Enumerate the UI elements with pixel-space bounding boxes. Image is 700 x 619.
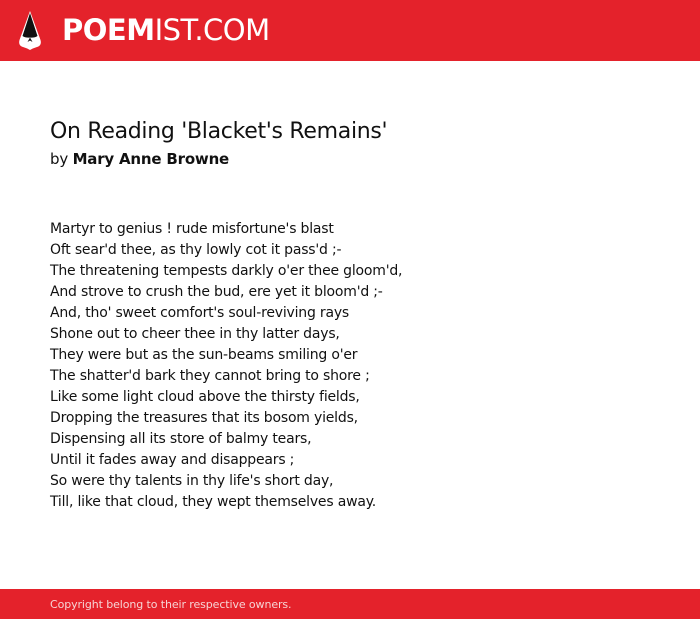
poem-line: And, tho' sweet comfort's soul-reviving rays — [50, 305, 350, 321]
poem-line: The shatter'd bark they cannot bring to shore ; — [50, 368, 370, 384]
poem-line: And strove to crush the bud, ere yet it bloom'd ;- — [50, 284, 383, 300]
poem-line: Oft sear'd thee, as thy lowly cot it pass'd ;- — [50, 242, 342, 258]
poem-line: Till, like that cloud, they wept themselves away. — [50, 494, 377, 510]
poem-byline — [50, 149, 229, 169]
site-header — [0, 0, 700, 61]
site-logo[interactable] — [62, 13, 270, 47]
poem-line: Martyr to genius ! rude misfortune's blast — [50, 221, 334, 237]
logo-text-light: IST.COM — [154, 13, 270, 47]
author-name[interactable]: Mary Anne Browne — [72, 150, 230, 168]
poem-line: Until it fades away and disappears ; — [50, 452, 295, 468]
poem-line: Dropping the treasures that its bosom yields, — [50, 410, 358, 426]
copyright-text: Copyright belong to their respective owners. — [50, 598, 292, 611]
logo-text-bold: POEM — [62, 13, 155, 47]
poem-line: Shone out to cheer thee in thy latter days, — [50, 326, 340, 342]
poem-line: The threatening tempests darkly o'er thee gloom'd, — [50, 263, 403, 279]
site-footer — [0, 589, 700, 619]
poem-line: Dispensing all its store of balmy tears, — [50, 431, 312, 447]
poem-body — [50, 219, 670, 513]
by-label: by — [50, 150, 68, 168]
pencil-tip-logo-icon[interactable] — [17, 10, 43, 51]
poem-title: On Reading 'Blacket's Remains' — [50, 119, 388, 144]
poem-line: Like some light cloud above the thirsty fields, — [50, 389, 360, 405]
poem-line: They were but as the sun-beams smiling o'er — [50, 347, 358, 363]
poem-line: So were thy talents in thy life's short day, — [50, 473, 334, 489]
